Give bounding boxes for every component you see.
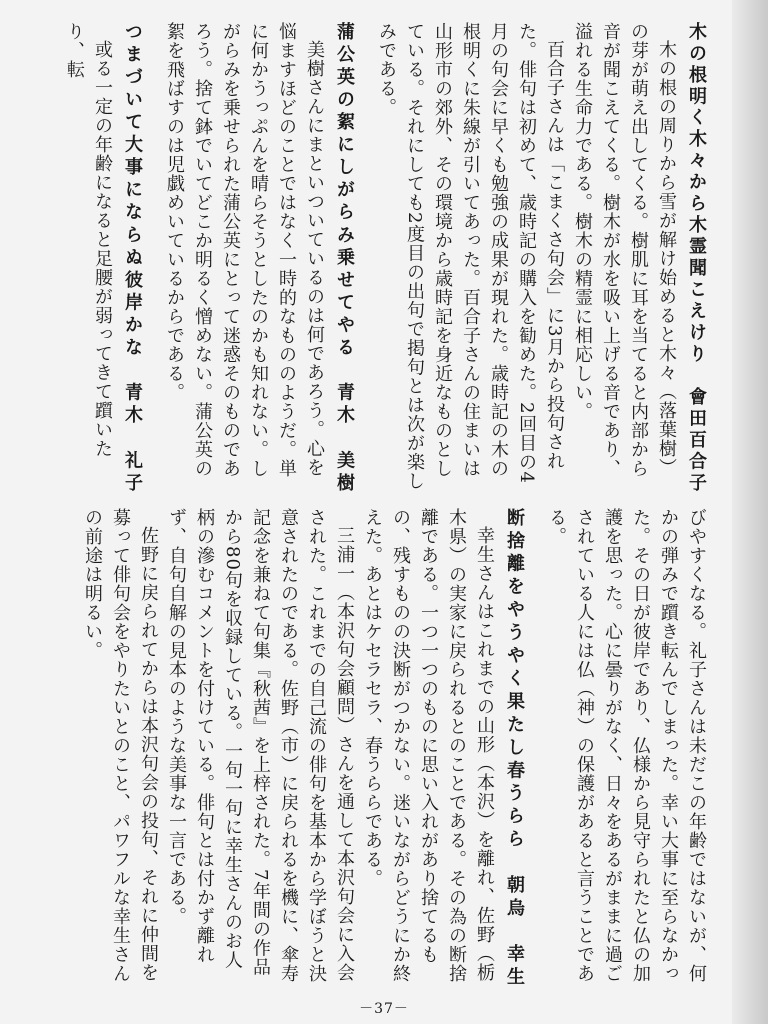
upper-text-column [64,22,710,492]
commentary-paragraph: 百合子さんは「こまくさ句会」に3月から投句された。俳句は初めて、歳時記の購入を勧めた。2回目の4月の句会に早くも勉強の成果が現れた。歳時記の木の根明くに朱線が引いてあった。百合子さんの住まいは山形市の郊外、その環境から歳時記を身近なものとしている。それにしても2度目の出句で掲句とは次が楽しみである。 [376,22,565,491]
commentary-paragraph: 幸生さんはこれまでの山形（本沢）を離れ、佐野（栃木県）の実家に戻られるとのことである。その為の断捨離である。一つ一つのものに思い入れがあり捨てるもの、残すものの決断がつかない。迷いながらどうにか終えた。あとはケセラセラ、春うららである。 [362,508,495,983]
page-edge [732,0,768,1024]
commentary-paragraph: 佐野に戻られてからは本沢句会の投句、それに仲間を募って俳句会をやりたいとのこと、パワフルな幸生さんの前途は明るい。 [82,508,159,983]
haiku-line: 木の根明く木々から木霊聞こえけり 會田百合子 [686,22,707,492]
commentary-paragraph: 或る一定の年齢になると足腰が弱ってきて躓いたり、転 [64,22,113,458]
commentary-paragraph: びやすくなる。礼子さんは未だこの年齢ではないが、何かの弾みで躓き転んでしまった。幸い大事に至らなかった。その日が彼岸であり、仏様から見守られたと仏の加護を思った。心に曇りがなく、日々をあるがままに過ごされている人には仏（神）の保護があると言うことである。 [546,508,707,983]
commentary-paragraph: 三浦一（本沢句会顧問）さんを通して本沢句会に入会された。これまでの自己流の俳句を基本から学ぼうと決意されたのである。佐野（市）に戻られるを機に、傘寿記念を兼ねて句集『秋茜』を上梓された。7年間の作品から80句を収録している。一句一句に幸生さんのお人柄の滲むコメントを付けている。俳句とは付かず離れず、自句自解の見本のような美事な一言である。 [166,508,355,983]
commentary-paragraph: 木の根の周りから雪が解け始めると木々（落葉樹）の芽が萌え出してくる。樹肌に耳を当てると内部から音が聞こえてくる。樹木が水を吸い上げる音であり、溢れる生命力である。樹木の精霊に相応しい。 [572,22,677,478]
lower-text-column [82,508,710,986]
haiku-line: つまづいて大事にならぬ彼岸かな 青木 礼子 [122,22,143,492]
page-number: －37－ [359,1001,409,1017]
haiku-line: 蒲公英の絮にしがらみ乗せてやる 青木 美樹 [334,22,355,492]
haiku-line: 断捨離をやうやく果たし春うらら 朝烏 幸生 [504,508,525,986]
commentary-paragraph: 美樹さんにまといついているのは何であろう。心を悩ますほどのことではなく一時的なもののようだ。単に何かうっぷんを晴らそうとしたのかも知れない。しがらみを乗せられた蒲公英にとって迷惑そのものであろう。捨て鉢でいてどこか明るく憎めない。蒲公英の絮を飛ばすのは児戯めいているからである。 [164,22,325,478]
